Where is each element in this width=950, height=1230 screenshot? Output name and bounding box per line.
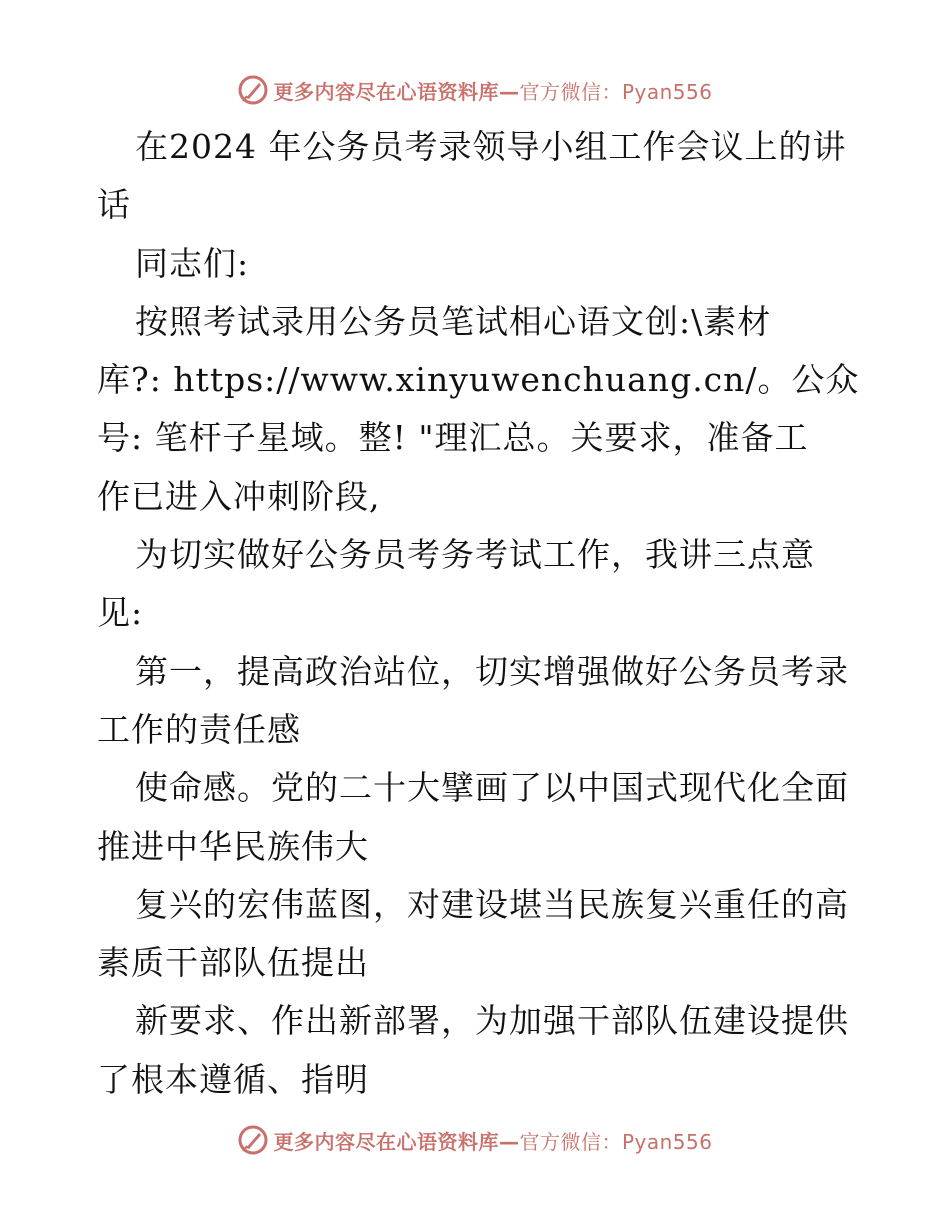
paragraph-line: 素质干部队伍提出 [97, 943, 369, 983]
quill-logo-icon [237, 74, 269, 106]
paragraph-line: 作已进入冲刺阶段, [97, 476, 381, 516]
footer-banner-main: 更多内容尽在心语资料库 [273, 1129, 499, 1154]
salutation: 同志们: [135, 243, 250, 283]
footer-watermark-banner [0, 1120, 950, 1160]
paragraph-line: 库?: https://www.xinyuwenchuang.cn/。公众 [97, 360, 860, 400]
header-banner-main: 更多内容尽在心语资料库 [273, 79, 499, 104]
header-banner-separator: — [498, 79, 520, 104]
paragraph-line: 使命感。党的二十大擘画了以中国式现代化全面 [135, 768, 849, 808]
document-title-line-1: 在2024 年公务员考录领导小组工作会议上的讲 [135, 127, 847, 166]
document-title-line-2: 话 [97, 185, 131, 225]
paragraph-line: 为切实做好公务员考务考试工作，我讲三点意 [135, 535, 815, 575]
section-heading-line: 工作的责任感 [97, 709, 301, 749]
paragraph-line: 见: [97, 593, 144, 633]
header-banner-text [273, 76, 712, 105]
quill-logo-icon [237, 1124, 269, 1156]
header-banner-suffix: 官方微信：Pyan556 [519, 79, 713, 104]
paragraph-line: 复兴的宏伟蓝图，对建设堪当民族复兴重任的高 [135, 884, 849, 924]
footer-banner-suffix: 官方微信：Pyan556 [519, 1129, 713, 1154]
footer-banner-text [273, 1126, 712, 1155]
paragraph-line: 按照考试录用公务员笔试相心语文创:\素材 [135, 301, 772, 341]
header-watermark-banner [0, 70, 950, 110]
section-heading-line: 第一，提高政治站位，切实增强做好公务员考录 [135, 651, 849, 691]
footer-banner-separator: — [498, 1129, 520, 1154]
paragraph-line: 了根本遵循、指明 [97, 1059, 369, 1099]
paragraph-line: 推进中华民族伟大 [97, 826, 369, 866]
document-body [97, 118, 860, 1109]
paragraph-line: 新要求、作出新部署，为加强干部队伍建设提供 [135, 1001, 849, 1041]
paragraph-line: 号: 笔杆子星域。整! "理汇总。关要求，准备工 [97, 418, 809, 458]
